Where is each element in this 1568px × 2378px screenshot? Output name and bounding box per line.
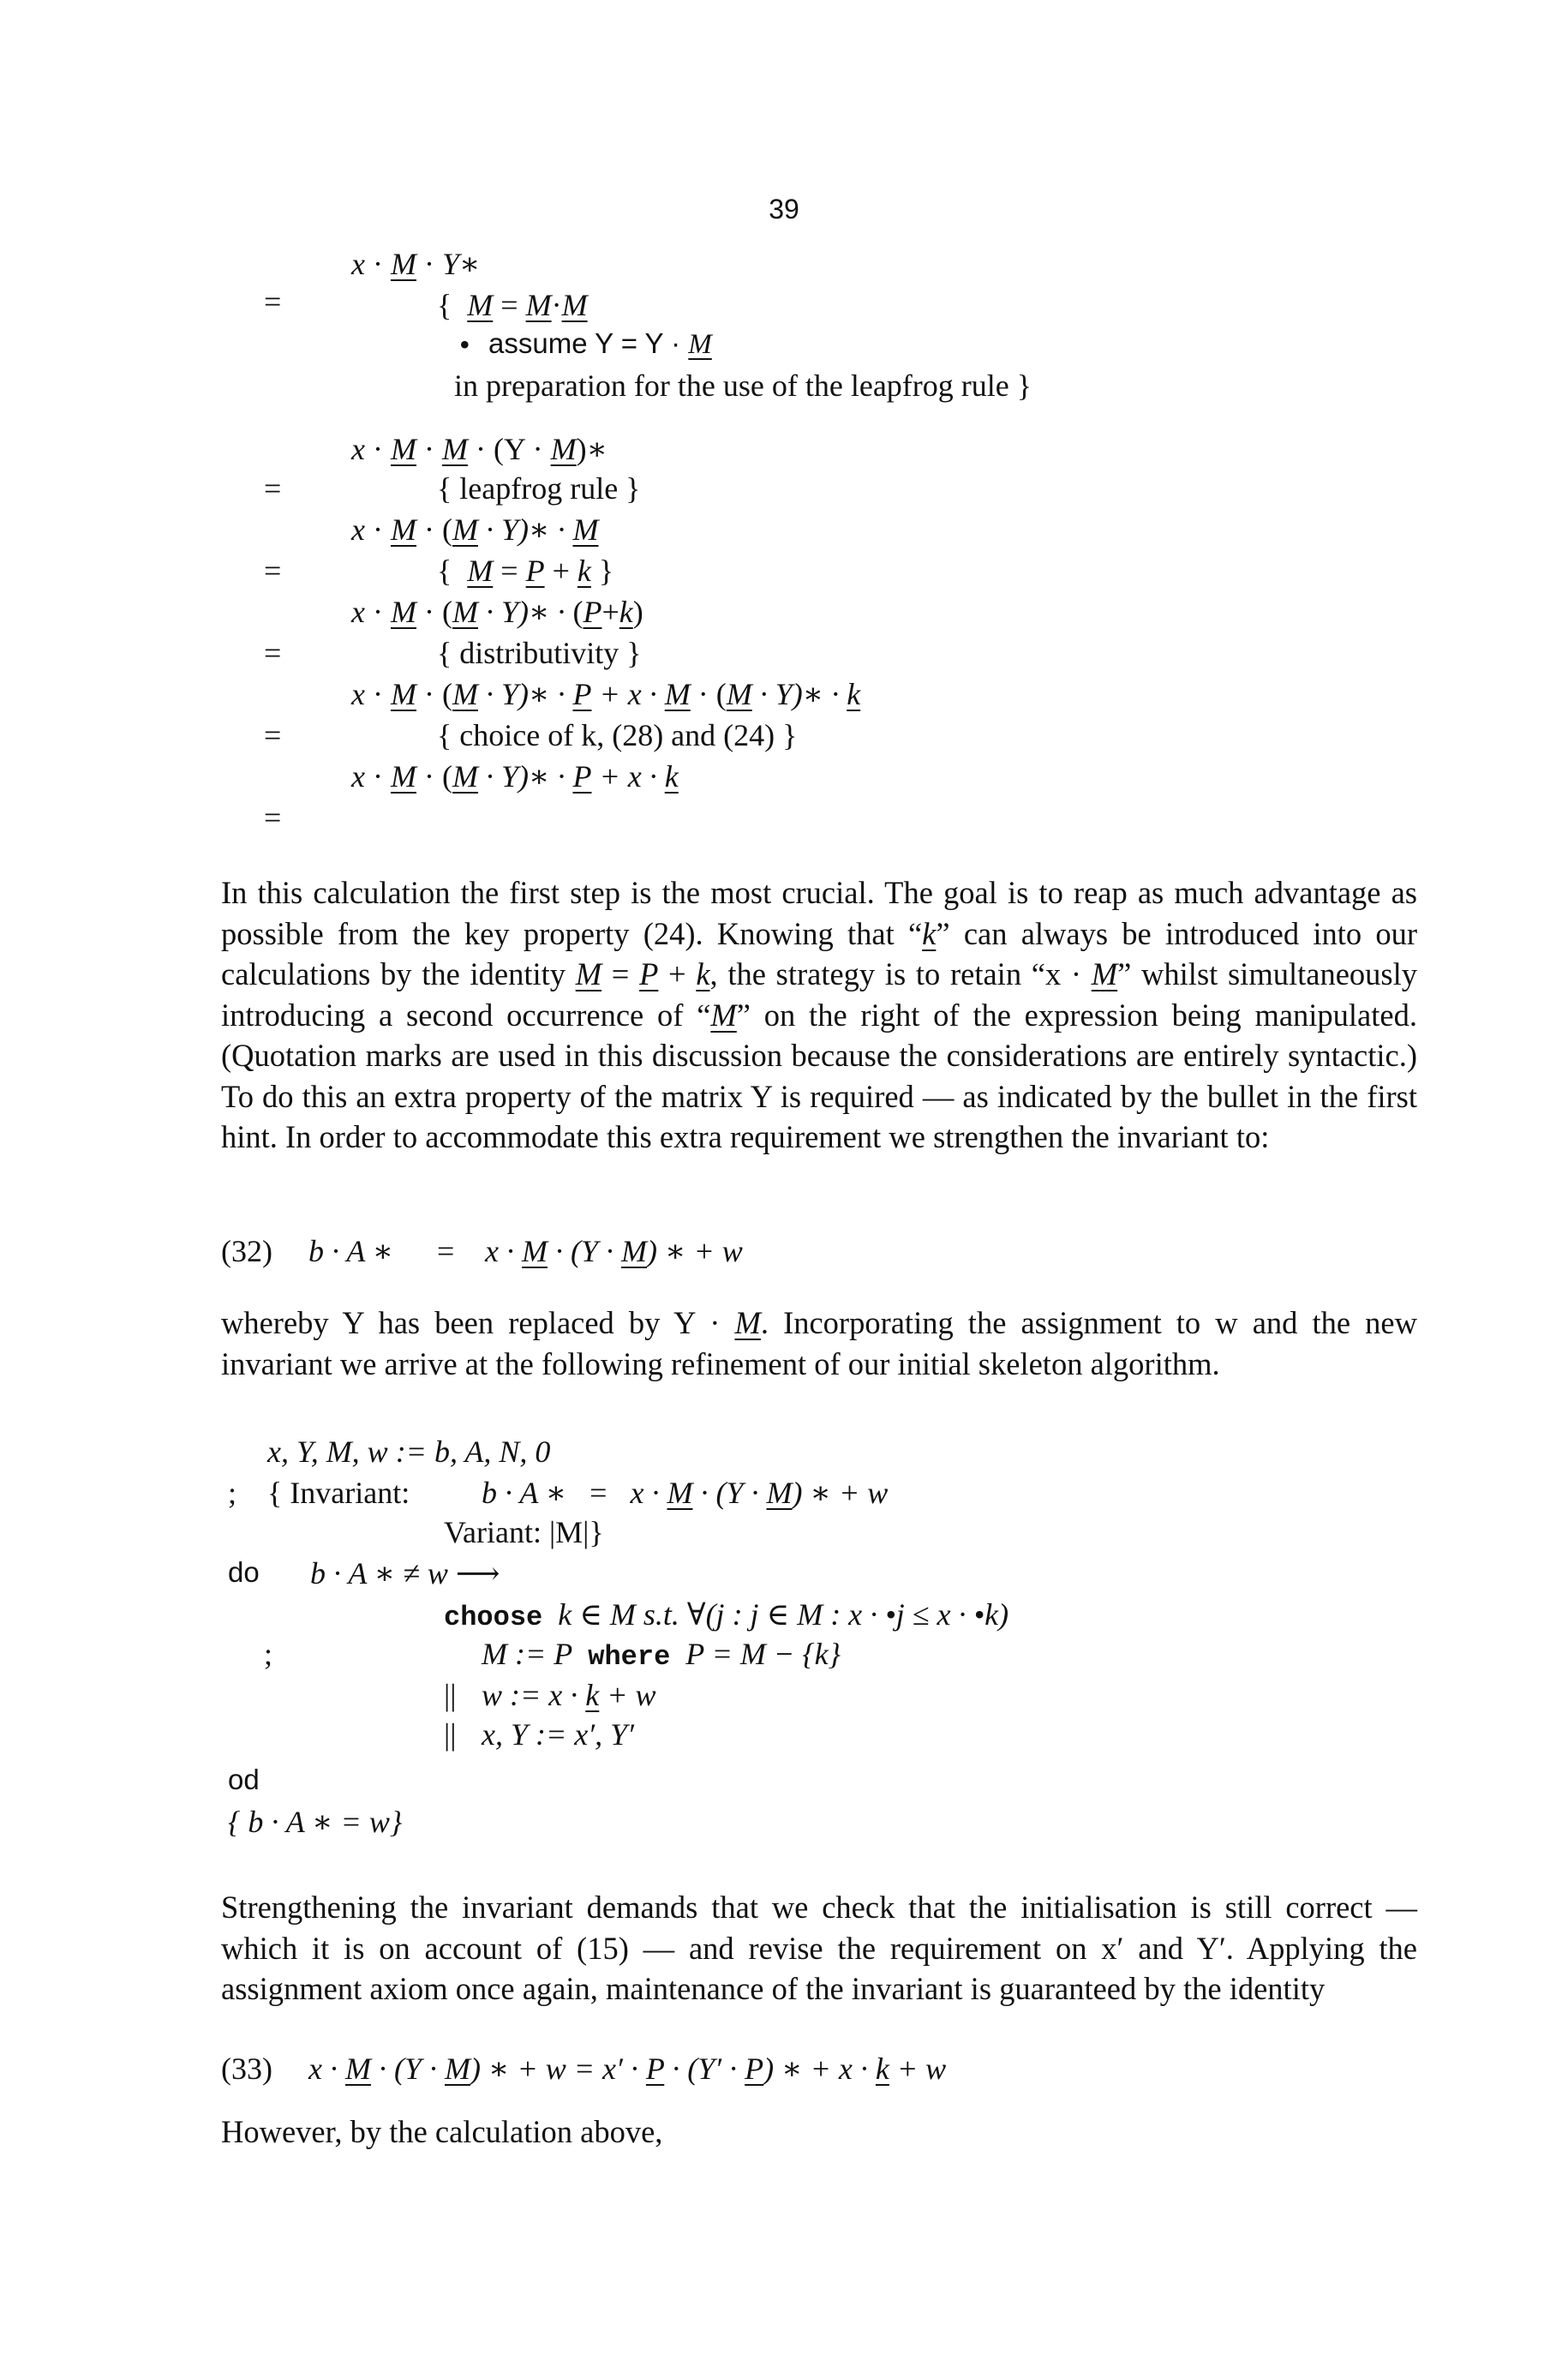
calc-line-2: x · M · M · (Y · M)∗	[351, 432, 608, 466]
program-init: x, Y, M, w := b, A, N, 0	[267, 1435, 551, 1469]
postcondition: { b · A ∗ = w}	[228, 1805, 403, 1839]
equation-label: (32)	[221, 1234, 272, 1268]
equals-sign: =	[264, 554, 282, 588]
calc-hint-6: { distributivity }	[437, 636, 642, 670]
calc-hint-1: { M = M·M	[437, 288, 588, 322]
equals-sign: =	[264, 800, 282, 835]
keyword-choose: choose	[444, 1602, 543, 1633]
keyword-do: do	[228, 1556, 260, 1588]
calc-line-3: x · M · (M · Y)∗ · M	[351, 512, 599, 547]
calc-hint-4: { leapfrog rule }	[437, 471, 641, 506]
equals-sign: =	[264, 471, 282, 506]
variant-label: Variant: |M|}	[444, 1515, 604, 1549]
calc-hint-3: in preparation for the use of the leapfrog rule }	[454, 368, 1032, 403]
calc-hint-7: { choice of k, (28) and (24) }	[437, 718, 798, 752]
invariant-label: { Invariant:	[267, 1476, 410, 1510]
underlined-M: M	[390, 247, 416, 281]
assign-xy: x, Y := x′, Y′	[482, 1717, 635, 1752]
page-number: 39	[769, 194, 799, 225]
equation-label: (33)	[221, 2052, 272, 2086]
choose-statement: choose k ∈ M s.t. ∀(j : j ∈ M : x · •j ≤ x · •k)	[444, 1597, 1009, 1633]
paragraph-4: However, by the calculation above,	[221, 2114, 663, 2149]
equals-sign: =	[264, 285, 282, 319]
paragraph-3: Strengthening the invariant demands that we check that the initialisation is still correct — which it is on account of (15) — and revise the requirement on x′ and Y′. Applying the assignment axiom once again, maintenance of the invariant is guaranteed by the identity	[221, 1890, 1417, 2006]
keyword-od: od	[228, 1764, 260, 1795]
calc-line-4: x · M · (M · Y)∗ · (P+k)	[351, 595, 643, 629]
assign-M: M := P where P = M − {k}	[482, 1637, 841, 1673]
equals-sign: =	[264, 718, 282, 752]
bullet-icon: •	[459, 327, 470, 362]
assign-w: w := x · k + w	[482, 1678, 656, 1712]
paragraph-1: In this calculation the first step is the most crucial. The goal is to reap as much advantage as possible from the key property (24). Knowing that “k” can always be introduced into our calculations by the identity M = P + k, the strategy is to retain “x · M” whilst simultaneously introducing a second occurrence of “M” on the right of the expression being manipulated. (Quotation marks are used in this discussion because the considerations are entirely syntactic.) To do this an extra property of the matrix Y is required — as indicated by the bullet in the first hint. In order to accommodate this extra requirement we strengthen the invariant to:	[221, 875, 1417, 1154]
calc-hint-2: assume Y = Y · M	[488, 327, 712, 360]
loop-guard: b · A ∗ ≠ w ⟶	[310, 1556, 500, 1590]
invariant-expr: b · A ∗ = x · M · (Y · M) ∗ + w	[482, 1476, 889, 1510]
calc-line-6: x · M · (M · Y)∗ · P + x · k	[351, 759, 679, 794]
calc-line-1: x · M · Y∗	[351, 247, 481, 281]
keyword-where: where	[588, 1641, 671, 1673]
paragraph-2: whereby Y has been replaced by Y · M. Incorporating the assignment to w and the new invariant we arrive at the following refinement of our initial skeleton algorithm.	[221, 1305, 1417, 1381]
calc-hint-5: { M = P + k }	[437, 554, 614, 588]
calc-line-5: x · M · (M · Y)∗ · P + x · M · (M · Y)∗ · k	[351, 677, 861, 711]
equals-sign: =	[264, 636, 282, 670]
